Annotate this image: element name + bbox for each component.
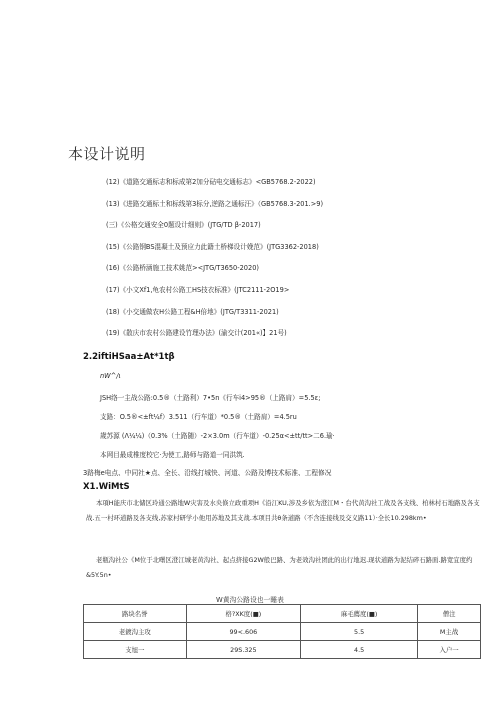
body-line: 歲苏源 (Λ¼¼)（0.3%（土路随）-2×3.0m（行车道）-0.25α<±tt/tt>二6.瑜· — [100, 432, 335, 440]
body-line: JSH络一主战公路:0.5®（土路利）7•5n《行车i4>95®（上路肩）=5.5ε; — [100, 394, 321, 402]
page-title: 本设计说明 — [68, 145, 146, 163]
body-line: 本网目最成椎度校它·为使工,路师与路道一同洪筑. — [100, 451, 245, 459]
table-row — [84, 623, 481, 641]
table-row — [84, 641, 481, 659]
road-table — [83, 604, 481, 659]
body-line: 支路：O.5®<±ft¼f）3.511（行车道）*0.5®（土路肩）=4.5ru — [100, 413, 297, 421]
table-header-cell: 路块名誉 — [84, 605, 187, 623]
table-cell: 99<.606 — [186, 623, 301, 641]
section-heading: X1.WiMtS — [83, 482, 130, 492]
table-cell: M主战 — [418, 623, 481, 641]
reference-item: (三)《公格交通安全0题设计细则》(JTG/TD β-2017) — [106, 221, 261, 230]
section-subheading: nW^/ι — [100, 372, 121, 380]
body-line: 3路梅e电点、中同社★点、全长、沿线打城快、河道、公路及博技术标准、工程修况 — [83, 469, 332, 477]
section-heading: 2.2iftiHSaa±At*1tβ — [83, 352, 175, 362]
reference-item: (19)《散庆市农村公路建设竹理办法》(渝交计(201«)】21号) — [106, 329, 287, 338]
table-cell: 老鍍沟主攻 — [84, 623, 187, 641]
table-cell: 入户一 — [418, 641, 481, 659]
body-paragraph — [86, 553, 481, 582]
reference-item: (17)《小文Xf1,龟农村公路工HS技衣标准》(JTC2111-2O19> — [106, 285, 290, 294]
reference-item: (16)《公路桥涵施工技术姚范><JTG/T3650-2020) — [106, 264, 259, 273]
table-cell: 支旭一 — [84, 641, 187, 659]
paragraph-text: 老瓶沟社公《M位于北曙区澄江城老黄沟社、起点挤接G2W般巴路、为老效沟社团此的出行地迟.现状道路为泥结碎石路面.路宽宜度约&5Y.5n• — [86, 556, 473, 579]
table-cell: 29S.325 — [186, 641, 301, 659]
table-header-cell: 格?XK度(■) — [186, 605, 301, 623]
reference-item: (15)《公路钢BS混凝土及预应力此籍土桥梯设计娩范》(JTG3362-2018) — [106, 242, 319, 251]
reference-item: (18)《小交通做农H公路工程&H倍地》(JTG/T3311-2021) — [106, 307, 279, 316]
reference-item: (12)《道路交通标志和标成第2加分砧电交通标志》<GB5768.2-2022) — [106, 178, 316, 186]
paragraph-text: 本項H能庆市北储区玲通公路地W灾害及水央倏立政重项H《沿江KU,涉及乡依为澄江M・台代黄沟社工战及各支线、柏林村石地路及各支战.五一村环道路及各支线,苏家村研学小他用苏地及其支战.本项目共θ条道路（不含连接线及交义路11）·全长10.298km• — [86, 499, 480, 522]
reference-list — [106, 172, 486, 345]
table-header-cell: 麻毛薦度(■) — [301, 605, 418, 623]
reference-item: (13)《进路交通标土和标线第3标分,逆路之通标汪》（GB5768.3-201.>9) — [106, 199, 324, 208]
table-caption: W黄沟公路设也一睡表 — [216, 596, 284, 604]
table-cell: 4.5 — [301, 641, 418, 659]
body-paragraph — [86, 496, 481, 525]
table-header-cell: 僧注 — [418, 605, 481, 623]
table-header-row — [84, 605, 481, 623]
table-cell: 5.5 — [301, 623, 418, 641]
